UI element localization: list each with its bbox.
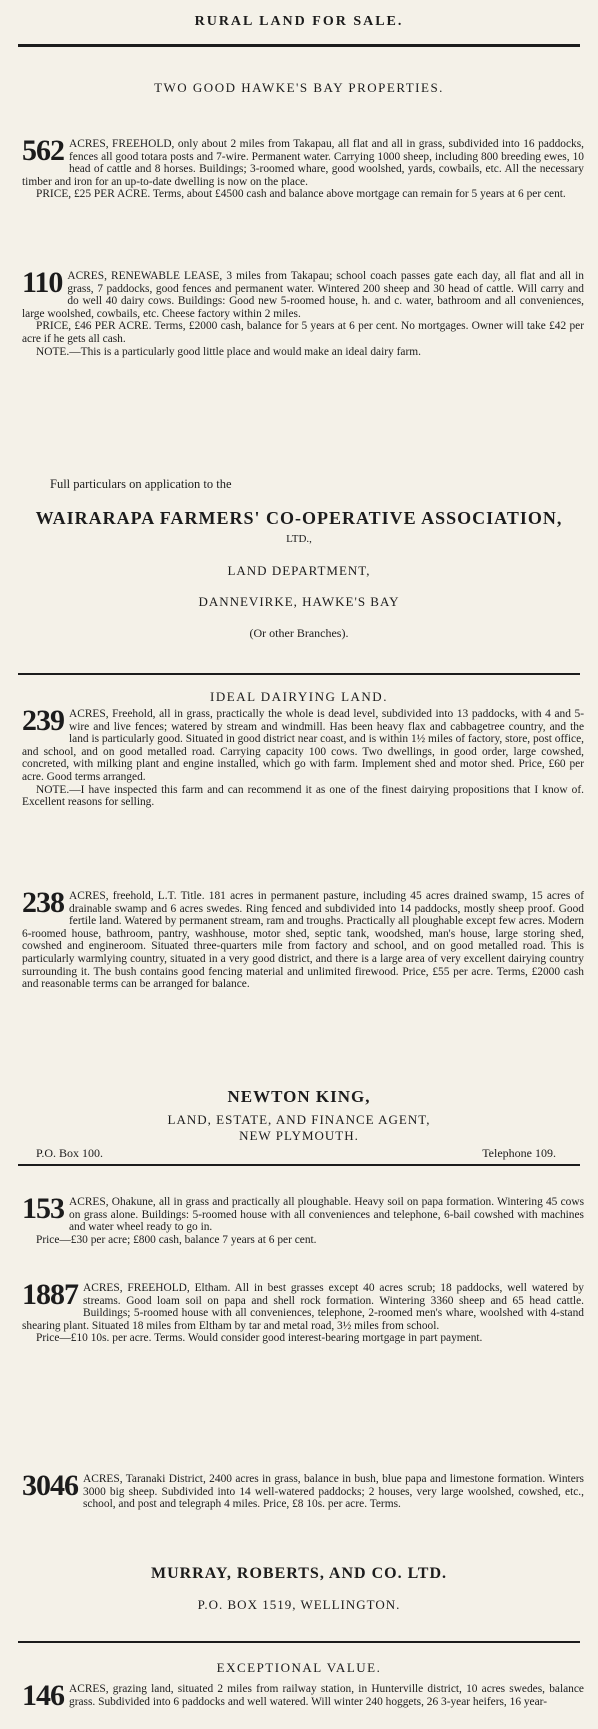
listing-price: Price—£10 10s. per acre. Terms. Would consider good interest-bearing mortgage in part payment. <box>36 1332 483 1345</box>
particulars-line: Full particulars on application to the <box>50 477 232 491</box>
listing-body: ACRES, Taranaki District, 2400 acres in grass, balance in bush, blue papa and limestone formation. Winters 3000 big sheep. Subdivided into 14 well-watered paddocks; 2 houses, very large woolshed, cowshed, etc., school, and post and telegraph 4 miles. Price, £8 10s. per acre. Terms. <box>83 1473 584 1511</box>
agent-address: P.O. BOX 1519, WELLINGTON. <box>197 1597 401 1612</box>
lot-number: 1887 <box>22 1278 78 1311</box>
listing-153 <box>22 1192 584 1246</box>
listing-body: ACRES, Freehold, all in grass, practically the whole is dead level, subdivided into 13 paddocks, with 4 and 5-wire and live fences; watered by stream and windmill. Has been heavy flax and cabbagetree country, and the land is particularly good. Situated in good district near coast, and is within 1½ miles of factory, store, post office, and school, and on good metalled road. Carrying capacity 100 cows. Two dwellings, in good order, large cowshed, concreted, with milking plant and engine installed, which go with farm. Implement shed and motor shed. Price, £60 per acre. Good terms arranged. <box>22 708 584 783</box>
contact-row <box>36 1146 556 1161</box>
listing-price: PRICE, £25 PER ACRE. Terms, about £4500 cash and balance above mortgage can remain for 5 years at 6 per cent. <box>36 188 566 201</box>
column-header: RURAL LAND FOR SALE. <box>194 14 404 29</box>
listing-body: ACRES, RENEWABLE LEASE, 3 miles from Takapau; school coach passes gate each day, all flat and all in grass, 7 paddocks, good fences and permanent water. Wintered 200 sheep and 30 head of cattle. Will carry and do well 40 dairy cows. Buildings: Good new 5-roomed house, h. and c. water, bathroom and all conveniences, large woolshed, cowbails, etc. Cheese factory within 2 miles. <box>22 270 584 320</box>
listing-price: PRICE, £46 PER ACRE. Terms, £2000 cash, balance for 5 years at 6 per cent. No mortgages. Owner will take £42 per acre if he gets all cash. <box>22 320 584 345</box>
section-rule <box>18 1641 580 1643</box>
lot-number: 110 <box>22 266 63 299</box>
agent-name: MURRAY, ROBERTS, AND CO. LTD. <box>150 1565 448 1582</box>
listing-price: Price—£30 per acre; £800 cash, balance 7 years at 6 per cent. <box>36 1233 317 1246</box>
agent-ltd: LTD., <box>286 533 312 545</box>
listing-1887 <box>22 1278 584 1345</box>
listing-238 <box>22 886 584 991</box>
lot-number: 153 <box>22 1192 64 1225</box>
agent-branches: (Or other Branches). <box>249 626 349 640</box>
lot-number: 562 <box>22 134 64 167</box>
listing-body: ACRES, Ohakune, all in grass and practically all ploughable. Heavy soil on papa formation. Wintering 45 cows on grass alone. Buildings: 5-roomed house with all conveniences and telephone, 6-bail cowshed with machines and water wheel ready to go in. <box>69 1196 584 1234</box>
telephone: Telephone 109. <box>482 1146 556 1160</box>
listing-239 <box>22 704 584 809</box>
lot-number: 238 <box>22 886 64 919</box>
section-rule <box>18 673 580 675</box>
lot-number: 3046 <box>22 1469 78 1502</box>
lot-number: 239 <box>22 704 64 737</box>
po-box: P.O. Box 100. <box>36 1146 104 1160</box>
listing-146 <box>22 1679 584 1712</box>
agent-town: NEW PLYMOUTH. <box>239 1128 359 1143</box>
section1-heading: TWO GOOD HAWKE'S BAY PROPERTIES. <box>154 80 444 95</box>
listing-body: ACRES, FREEHOLD, Eltham. All in best grasses except 40 acres scrub; 18 paddocks, well watered by streams. Good loam soil on papa and shell rock formation. Wintering 3360 sheep and 65 head cattle. Buildings; 5-roomed house with all conveniences, telephone, 2-roomed men's whare, woolshed with 4-stand shearing plant. Situated 18 miles from Eltham by tar and metal road, 3½ miles from school. <box>22 1282 584 1332</box>
agent-town: DANNEVIRKE, HAWKE'S BAY <box>198 594 400 609</box>
listing-body: ACRES, FREEHOLD, only about 2 miles from Takapau, all flat and all in grass, subdivided into 16 paddocks, fences all good totara posts and 7-wire. Permanent water. Carrying 1000 sheep, including 800 breeding ewes, 10 head of cattle and 8 horses. Buildings; 3-roomed whare, good woolshed, yards, cowbails, etc. All the necessary timber and iron for an up-to-date dwelling is now on the place. <box>22 138 584 188</box>
header-rule <box>18 44 580 47</box>
section4-heading: EXCEPTIONAL VALUE. <box>216 1660 382 1675</box>
lot-number: 146 <box>22 1679 64 1712</box>
listing-body: ACRES, freehold, L.T. Title. 181 acres in permanent pasture, including 45 acres drained swamp, 15 acres of drainable swamp and 6 acres swedes. Ring fenced and subdivided into 14 paddocks, mostly sheep proof. Good fertile land. Watered by permanent stream, ram and troughs. Practically all ploughable except few acres. Modern 6-roomed house, bathroom, pantry, washhouse, motor shed, septic tank, woodshed, man's house, large storing shed, cowshed and engineroom. Situated three-quarters mile from factory and school, and on good metalled road. This is particularly warmlying country, situated in a very good district, and there is a large area of very excellent dairying country surrounding it. The bush contains good fencing material and unlimited firewood. Price, £55 per acre. Terms, £2000 cash and reasonable terms can be arranged for balance. <box>22 890 584 991</box>
listing-note: NOTE.—This is a particularly good little place and would make an ideal dairy farm. <box>36 345 421 358</box>
section2-heading: IDEAL DAIRYING LAND. <box>210 689 388 704</box>
listing-562 <box>22 134 584 201</box>
agent-subtitle: LAND, ESTATE, AND FINANCE AGENT, <box>167 1112 431 1127</box>
listing-body: ACRES, grazing land, situated 2 miles from railway station, in Hunterville district, 10 acres swedes, balance grass. Subdivided into 6 paddocks and well watered. Will winter 240 hoggets, 26 3-year heifers, 16 year- <box>69 1683 584 1708</box>
agent-department: LAND DEPARTMENT, <box>227 563 371 578</box>
listing-note: NOTE.—I have inspected this farm and can recommend it as one of the finest dairying propositions that I know of. Excellent reasons for selling. <box>22 783 584 809</box>
agent-name: WAIRARAPA FARMERS' CO-OPERATIVE ASSOCIATION, <box>35 508 563 528</box>
agent-name: NEWTON KING, <box>227 1087 371 1106</box>
listing-110 <box>22 266 584 358</box>
listing-3046 <box>22 1469 584 1511</box>
section-rule <box>18 1164 580 1166</box>
